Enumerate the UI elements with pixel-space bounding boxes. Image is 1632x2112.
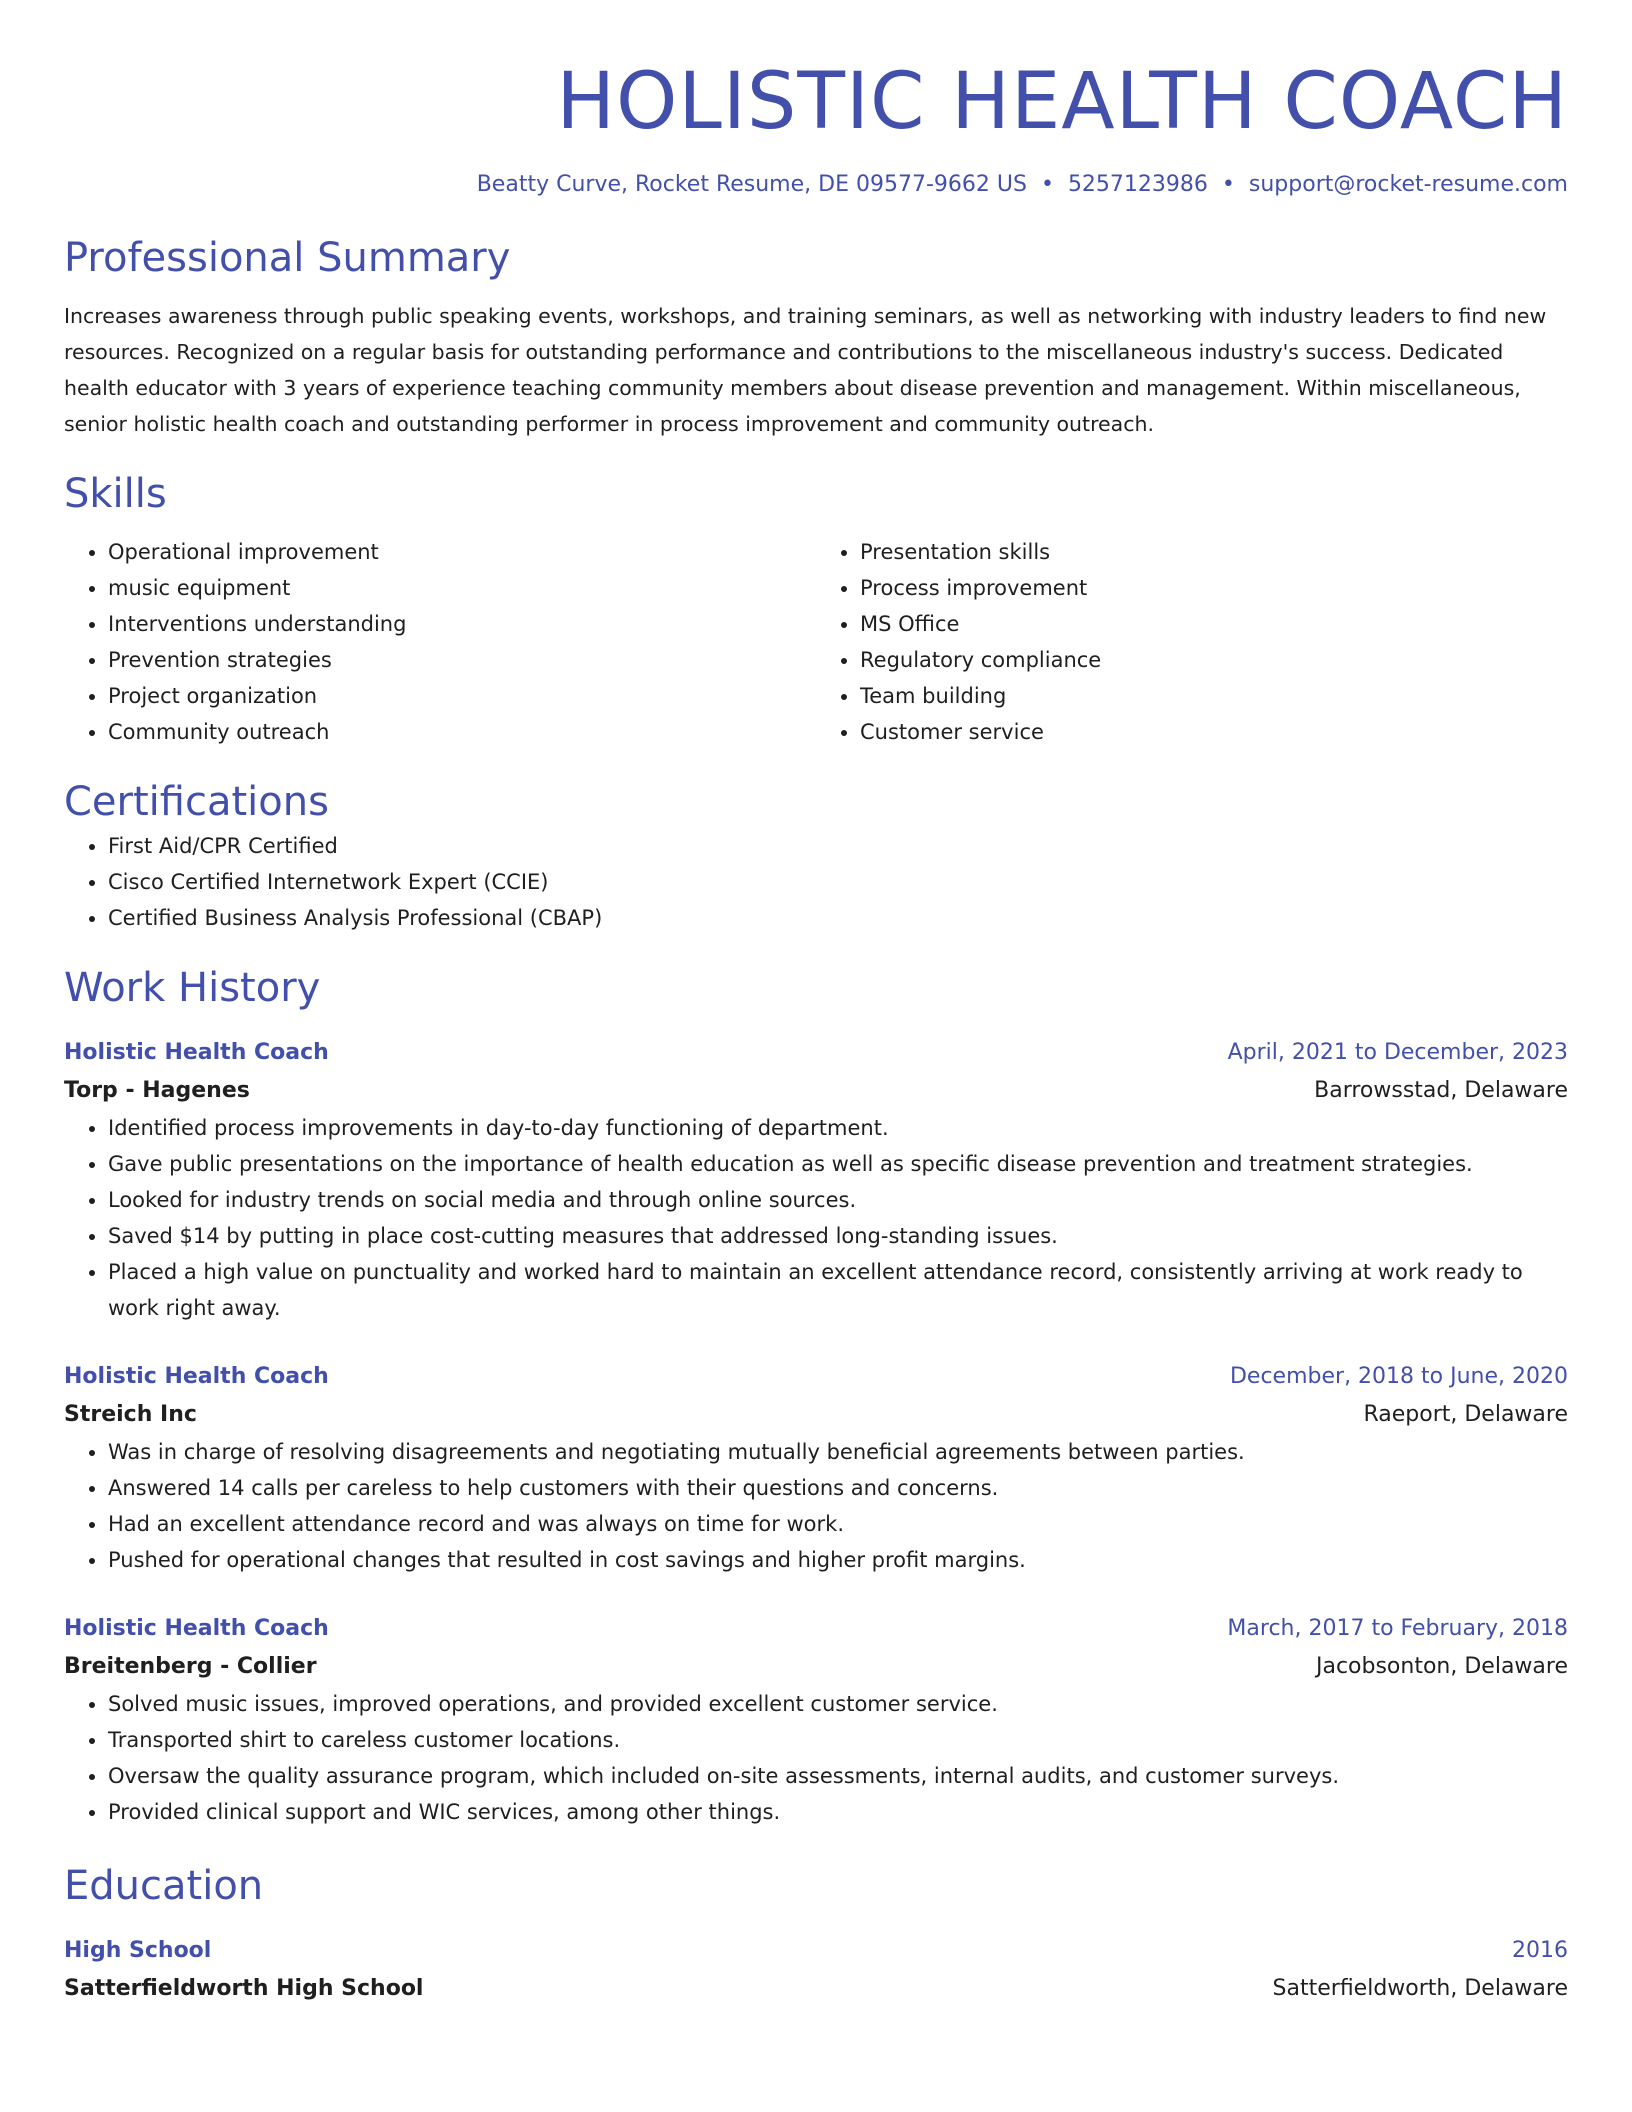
- job-duty: • Looked for industry trends on social media and through online sources.: [108, 1182, 1568, 1218]
- skill-item: • Operational improvement: [108, 534, 816, 570]
- summary-section: [64, 232, 1568, 442]
- job-location: Raeport, Delaware: [1363, 1402, 1568, 1427]
- contact-address: Beatty Curve, Rocket Resume, DE 09577-9662 US: [476, 172, 1027, 197]
- job-duty: • Oversaw the quality assurance program, which included on-site assessments, internal audits, and customer surveys.: [108, 1758, 1568, 1794]
- job-dates: March, 2017 to February, 2018: [1227, 1616, 1568, 1641]
- job-company-row: [64, 1648, 1568, 1686]
- skill-item: • Community outreach: [108, 714, 816, 750]
- job-title: Holistic Health Coach: [64, 1364, 329, 1389]
- skill-item: • MS Office: [860, 606, 1568, 642]
- work-history-heading: Work History: [64, 965, 321, 1011]
- job-duty: • Provided clinical support and WIC services, among other things.: [108, 1794, 1568, 1830]
- skill-item: • Customer service: [860, 714, 1568, 750]
- job-duty: • Gave public presentations on the importance of health education as well as specific disease prevention and treatment strategies.: [108, 1146, 1568, 1182]
- certification-item: • First Aid/CPR Certified: [108, 828, 1568, 864]
- certifications-heading: Certifications: [64, 779, 329, 825]
- education-degree-row: [64, 1932, 1568, 1970]
- job-duty: • Solved music issues, improved operations, and provided excellent customer service.: [108, 1686, 1568, 1722]
- resume-title: HOLISTIC HEALTH COACH: [556, 57, 1568, 147]
- contact-line: [64, 170, 1568, 200]
- summary-heading: Professional Summary: [64, 235, 511, 281]
- job-title-row: [64, 1610, 1568, 1648]
- education-location: Satterfieldworth, Delaware: [1272, 1976, 1568, 2001]
- contact-separator: •: [1040, 172, 1054, 197]
- job-dates: December, 2018 to June, 2020: [1229, 1364, 1568, 1389]
- job-duty: • Answered 14 calls per careless to help customers with their questions and concerns.: [108, 1470, 1568, 1506]
- job-duties-list: [64, 1434, 1568, 1578]
- skills-grid: [64, 534, 1568, 750]
- skill-item: • Presentation skills: [860, 534, 1568, 570]
- certifications-section: [64, 776, 1568, 936]
- job-duties-list: [64, 1110, 1568, 1326]
- job-company-row: [64, 1396, 1568, 1434]
- summary-text: Increases awareness through public speaking events, workshops, and training seminars, as well as networking with industry leaders to find new resources. Recognized on a regular basis for outstanding performance and contributions to the miscellaneous industry's success. Dedicated health educator with 3 years of experience teaching community members about disease prevention and management. Within miscellaneous, senior holistic health coach and outstanding performer in process improvement and community outreach.: [64, 304, 1547, 436]
- job-company: Torp - Hagenes: [64, 1078, 250, 1103]
- certifications-list: [64, 828, 1568, 936]
- skill-item: • Regulatory compliance: [860, 642, 1568, 678]
- skill-item: • Team building: [860, 678, 1568, 714]
- certification-item: • Cisco Certified Internetwork Expert (CCIE): [108, 864, 1568, 900]
- skills-left-list: [64, 534, 816, 750]
- job-title: Holistic Health Coach: [64, 1040, 329, 1065]
- job-title-row: [64, 1034, 1568, 1072]
- job-duty: • Identified process improvements in day-to-day functioning of department.: [108, 1110, 1568, 1146]
- contact-email[interactable]: support@rocket-resume.com: [1248, 172, 1568, 197]
- education-heading: Education: [64, 1863, 264, 1909]
- job-duty: • Pushed for operational changes that resulted in cost savings and higher profit margins.: [108, 1542, 1568, 1578]
- job-entry: [64, 1034, 1568, 1326]
- job-duty: • Placed a high value on punctuality and worked hard to maintain an excellent attendance record, consistently arriving at work ready to work right away.: [108, 1254, 1568, 1326]
- education-degree: High School: [64, 1938, 212, 1963]
- skills-heading: Skills: [64, 471, 167, 517]
- job-duty: • Had an excellent attendance record and was always on time for work.: [108, 1506, 1568, 1542]
- contact-phone: 5257123986: [1067, 172, 1208, 197]
- skill-item: • Process improvement: [860, 570, 1568, 606]
- education-section: [64, 1860, 1568, 2008]
- skills-section: [64, 468, 1568, 750]
- education-entry: [64, 1932, 1568, 2008]
- job-duties-list: [64, 1686, 1568, 1830]
- job-duty: • Was in charge of resolving disagreements and negotiating mutually beneficial agreements between parties.: [108, 1434, 1568, 1470]
- work-history-section: [64, 962, 1568, 1830]
- education-school: Satterfieldworth High School: [64, 1976, 424, 2001]
- job-company-row: [64, 1072, 1568, 1110]
- skill-item: • Project organization: [108, 678, 816, 714]
- job-entry: [64, 1358, 1568, 1578]
- skill-item: • Interventions understanding: [108, 606, 816, 642]
- job-company: Streich Inc: [64, 1402, 197, 1427]
- education-school-row: [64, 1970, 1568, 2008]
- job-title-row: [64, 1358, 1568, 1396]
- skill-item: • Prevention strategies: [108, 642, 816, 678]
- skill-item: • music equipment: [108, 570, 816, 606]
- job-dates: April, 2021 to December, 2023: [1227, 1040, 1568, 1065]
- education-year: 2016: [1512, 1938, 1568, 1963]
- job-company: Breitenberg - Collier: [64, 1654, 317, 1679]
- job-location: Jacobsonton, Delaware: [1315, 1654, 1568, 1679]
- job-title: Holistic Health Coach: [64, 1616, 329, 1641]
- job-duty: • Saved $14 by putting in place cost-cutting measures that addressed long-standing issues.: [108, 1218, 1568, 1254]
- certification-item: • Certified Business Analysis Professional (CBAP): [108, 900, 1568, 936]
- job-entry: [64, 1610, 1568, 1830]
- job-location: Barrowsstad, Delaware: [1314, 1078, 1568, 1103]
- contact-separator: •: [1221, 172, 1235, 197]
- skills-right-list: [816, 534, 1568, 750]
- resume-page: [64, 0, 1568, 2008]
- job-duty: • Transported shirt to careless customer locations.: [108, 1722, 1568, 1758]
